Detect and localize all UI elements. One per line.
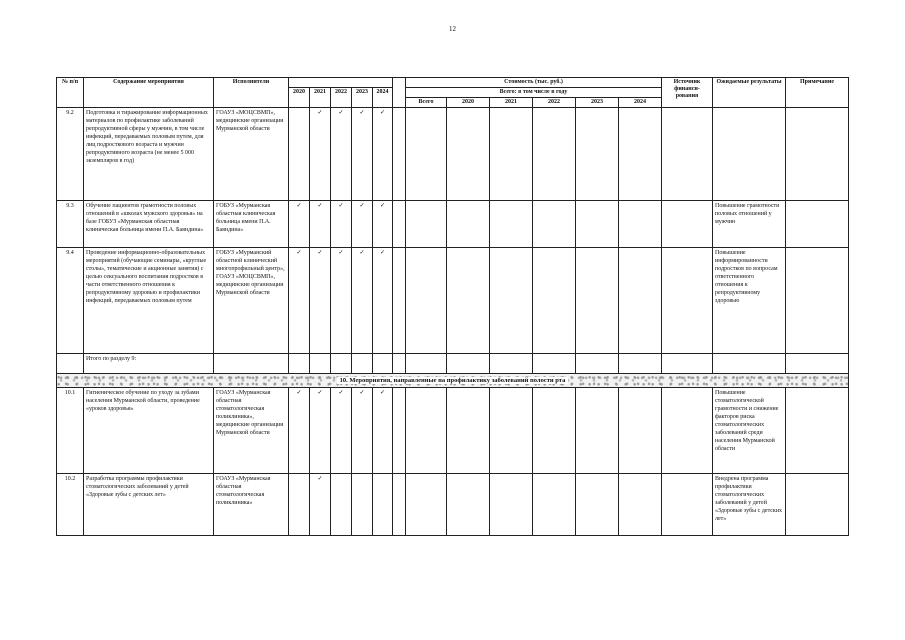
col-results-header: Ожидаемые результаты (713, 78, 786, 108)
cost-cell (406, 474, 447, 536)
year-check: ✓ (289, 388, 310, 474)
row-executors: ГОБУЗ «Мурманская областная клиническая больница имени П.А. Баяндина» (214, 201, 289, 248)
results-cell: Повышение информированности подростков по вопросам ответственного отношения к репродуктивному здоровью (713, 248, 786, 354)
subtotal-cell (214, 354, 289, 374)
cost-cell (619, 248, 662, 354)
cost-cell (406, 388, 447, 474)
results-cell: Внедрена программа профилактики стоматологических заболеваний у детей «Здоровые зубы с детских лет» (713, 474, 786, 536)
year-header: 2024 (373, 88, 393, 108)
results-cell (713, 108, 786, 201)
cost-cell (533, 108, 576, 201)
cost-year-header: 2021 (490, 98, 533, 108)
row-executors: ГОБУЗ «Мурманский областной клинический многопрофильный центр», ГОАУЗ «МОЦСВМП», медицинские организации Мурманской области (214, 248, 289, 354)
year-check: ✓ (331, 248, 352, 354)
cost-year-header: 2024 (619, 98, 662, 108)
row-number: 9.4 (57, 248, 84, 354)
year-header: 2021 (310, 88, 331, 108)
cost-cell (447, 108, 490, 201)
year-check: ✓ (310, 201, 331, 248)
source-cell (662, 248, 713, 354)
year-header: 2022 (331, 88, 352, 108)
page-number: 12 (449, 25, 456, 33)
source-cell (662, 388, 713, 474)
row-number: 10.2 (57, 474, 84, 536)
cost-cell (406, 201, 447, 248)
year-check: ✓ (310, 108, 331, 201)
col-source-header: Источник финанси-рования (662, 78, 713, 108)
cost-total-header: Всего (406, 98, 447, 108)
cost-cell (576, 201, 619, 248)
cost-cell (447, 474, 490, 536)
year-check: ✓ (373, 388, 393, 474)
year-check (289, 474, 310, 536)
cost-cell (576, 248, 619, 354)
year-check (331, 474, 352, 536)
row-executors: ГОАУЗ «МОЦСВМП», медицинские организации Мурманской области (214, 108, 289, 201)
year-check: ✓ (289, 248, 310, 354)
cost-cell (447, 201, 490, 248)
note-cell (786, 201, 849, 248)
row-content: Разработка программы профилактики стоматологических заболеваний у детей «Здоровые зубы с детских лет» (84, 474, 214, 536)
cost-cell (490, 388, 533, 474)
results-cell: Повышение грамотности половых отношений у мужчин (713, 201, 786, 248)
cost-year-header: 2022 (533, 98, 576, 108)
measures-table (56, 77, 849, 536)
cost-cell (533, 201, 576, 248)
subtotal-row (57, 354, 849, 374)
cost-cell (447, 248, 490, 354)
cost-cell (406, 248, 447, 354)
table-row (57, 201, 849, 248)
note-cell (786, 108, 849, 201)
cost-cell (576, 474, 619, 536)
row-content: Подготовка и тиражирование информационных материалов по профилактике заболеваний репродуктивной сферы у мужчин, в том числе инфекций, передаваемых половым путем, для лиц подросткового возраста и мужчин репродуктивного возраста (не менее 5 000 экземпляров в год) (84, 108, 214, 201)
row-number: 9.3 (57, 201, 84, 248)
spacer-cell (393, 201, 406, 248)
col-note-header: Примечание (786, 78, 849, 108)
cost-cell (619, 474, 662, 536)
cost-cell (619, 201, 662, 248)
cost-cell (490, 248, 533, 354)
year-check (373, 474, 393, 536)
year-check (289, 108, 310, 201)
spacer-cell (393, 108, 406, 201)
spacer-cell (393, 474, 406, 536)
year-check: ✓ (331, 201, 352, 248)
incl-years-header: Всего: в том числе в году (406, 88, 662, 98)
year-check: ✓ (289, 201, 310, 248)
spacer-cell (393, 248, 406, 354)
year-check: ✓ (373, 108, 393, 201)
year-check: ✓ (352, 108, 373, 201)
note-cell (786, 474, 849, 536)
table-row (57, 108, 849, 201)
row-number: 10.1 (57, 388, 84, 474)
year-check: ✓ (310, 388, 331, 474)
year-check: ✓ (352, 388, 373, 474)
section-header-cell (57, 374, 849, 388)
year-check: ✓ (373, 248, 393, 354)
table-row (57, 474, 849, 536)
year-check: ✓ (373, 201, 393, 248)
row-content: Обучение пациентов грамотности половых отношений в «школах мужского здоровья» на базе ГОБУЗ «Мурманская областная клиническая больница имени П.А. Баяндина» (84, 201, 214, 248)
col-cost-header: Стоимость (тыс. руб.) (406, 78, 662, 88)
subtotal-num-cell (57, 354, 84, 374)
year-check: ✓ (352, 201, 373, 248)
row-content: Проведение информационно-образовательных мероприятий (обучающие семинары, «круглые столы», тематические и акционные занятия) с целью сексуального воспитания подростков в части ответственного отношения к репродуктивному здоровью и профилактики инфекций, передаваемых половым путем (84, 248, 214, 354)
cost-cell (533, 474, 576, 536)
section-header-row (57, 374, 849, 388)
row-executors: ГОАУЗ «Мурманская областная стоматологическая поликлиника», медицинские организации Мурманской области (214, 388, 289, 474)
col-content-header: Содержание мероприятия (84, 78, 214, 108)
cost-cell (619, 388, 662, 474)
cost-cell (533, 248, 576, 354)
cost-cell (447, 388, 490, 474)
spacer-header (393, 78, 406, 108)
year-check: ✓ (310, 248, 331, 354)
year-check: ✓ (331, 388, 352, 474)
cost-cell (533, 388, 576, 474)
cost-cell (406, 108, 447, 201)
row-content: Гигиеническое обучение по уходу за зубами населения Мурманской области, проведение «уроков здоровья» (84, 388, 214, 474)
year-check: ✓ (331, 108, 352, 201)
col-num-header: № п/п (57, 78, 84, 108)
note-cell (786, 248, 849, 354)
row-number: 9.2 (57, 108, 84, 201)
cost-cell (490, 108, 533, 201)
note-cell (786, 388, 849, 474)
subtotal-label: Итого по разделу 9: (84, 354, 214, 374)
source-cell (662, 474, 713, 536)
source-cell (662, 108, 713, 201)
year-header: 2020 (289, 88, 310, 108)
header-row-1 (57, 78, 849, 88)
results-cell: Повышение стоматологической грамотности и снижение факторов риска стоматологических заболеваний среди населения Мурманской области (713, 388, 786, 474)
years-header-blank (289, 78, 393, 88)
year-check (352, 474, 373, 536)
year-check: ✓ (310, 474, 331, 536)
table-row (57, 248, 849, 354)
section-title: 10. Мероприятия, направленные на профилактику заболеваний полости рта (337, 377, 569, 384)
cost-cell (576, 108, 619, 201)
col-executors-header: Исполнители (214, 78, 289, 108)
year-header: 2023 (352, 88, 373, 108)
cost-cell (576, 388, 619, 474)
cost-cell (619, 108, 662, 201)
row-executors: ГОАУЗ «Мурманская областная стоматологическая поликлиника» (214, 474, 289, 536)
spacer-cell (393, 388, 406, 474)
source-cell (662, 201, 713, 248)
cost-year-header: 2020 (447, 98, 490, 108)
cost-cell (490, 201, 533, 248)
year-check: ✓ (352, 248, 373, 354)
cost-cell (490, 474, 533, 536)
cost-year-header: 2023 (576, 98, 619, 108)
table-row (57, 388, 849, 474)
